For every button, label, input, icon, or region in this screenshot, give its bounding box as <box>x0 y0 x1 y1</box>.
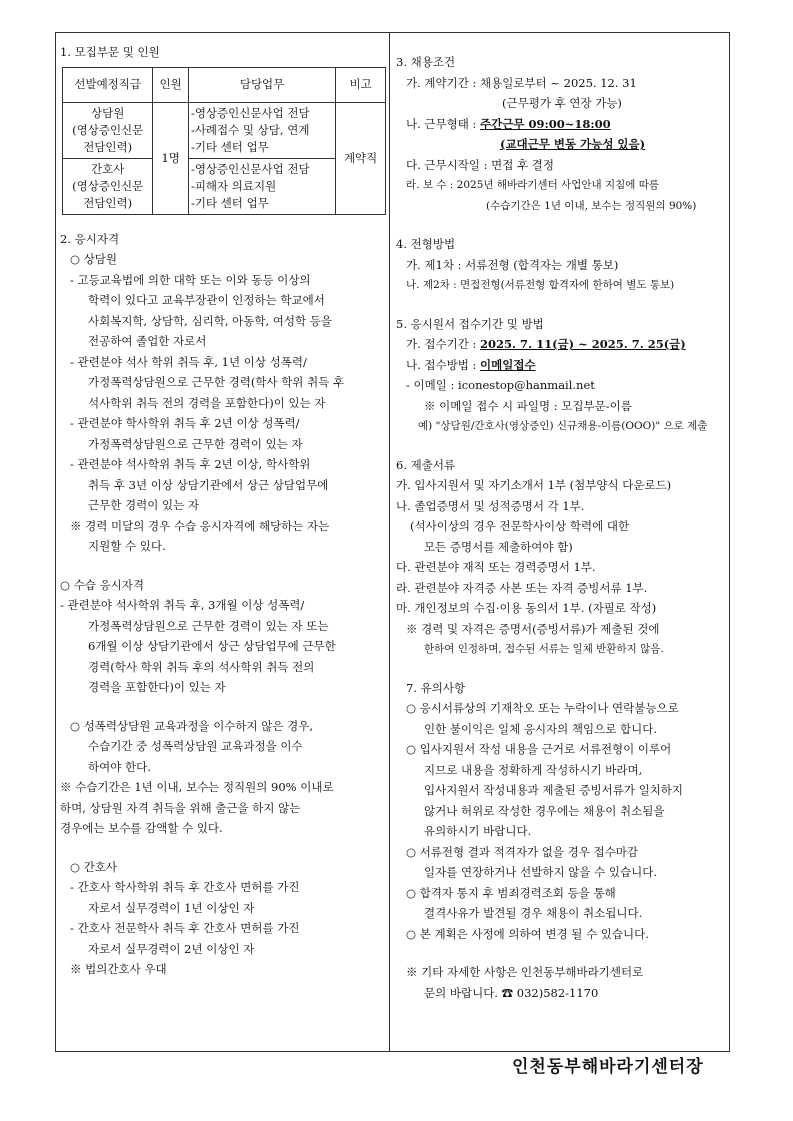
header-duties: 담당업무 <box>188 67 335 102</box>
trainee-line: - 관련분야 석사학위 취득 후, 3개월 이상 성폭력/ <box>60 598 305 612</box>
qualification-line: 가정폭력상담원으로 근무한 경력이 있는 자 <box>88 436 303 451</box>
caution-line: 유의하시기 바랍니다. <box>424 824 532 838</box>
section1-title: 1. 모집부문 및 인원 <box>60 45 160 59</box>
header-count: 인원 <box>153 67 189 102</box>
section6-title: 6. 제출서류 <box>396 457 456 472</box>
pay-note: (수습기간은 1년 이내, 보수는 정직원의 90%) <box>486 199 697 212</box>
section5-title: 5. 응시원서 접수기간 및 방법 <box>396 316 544 331</box>
caution-line: ○ 입사지원서 작성 내용을 근거로 서류전형이 이루어 <box>406 742 672 756</box>
training-line: 하여야 한다. <box>88 759 151 774</box>
table-header-row <box>63 67 386 102</box>
qualification-note: ※ 경력 미달의 경우 수습 응시자격에 해당하는 자는 <box>70 518 330 533</box>
trainee-heading: ○ 수습 응시자격 <box>60 577 144 592</box>
training-note: ※ 수습기간은 1년 이내, 보수는 정직원의 90% 이내로 <box>60 780 334 794</box>
qualification-line: - 고등교육법에 의한 대학 또는 이와 동등 이상의 <box>70 272 311 287</box>
right-column <box>396 52 726 1003</box>
position-name: 간호사 <box>91 161 125 176</box>
document-note: ※ 경력 및 자격은 증명서(증빙서류)가 제출된 것에 <box>406 621 660 636</box>
position-cell <box>63 102 153 158</box>
application-period-value: 2025. 7. 11(금) ~ 2025. 7. 25(금) <box>480 337 686 351</box>
filename-rule: ※ 이메일 접수 시 파일명 : 모집부문-이름 <box>424 398 632 413</box>
document-item: 가. 입사지원서 및 자기소개서 1부 (첨부양식 다운로드) <box>396 478 672 492</box>
caution-line: ○ 응시서류상의 기재착오 또는 누락이나 연락불능으로 <box>406 701 679 715</box>
document-note: 한하여 인정하며, 접수된 서류는 일체 반환하지 않음. <box>424 643 664 655</box>
trainee-line: 6개월 이상 상담기관에서 상근 상담업무에 근무한 <box>88 639 336 653</box>
trainee-line: 가정폭력상담원으로 근무한 경력이 있는 자 또는 <box>88 618 329 633</box>
duties-cell <box>188 158 335 214</box>
document-item-note: 모든 증명서를 제출하여야 함) <box>424 539 573 554</box>
caution-line: 지므로 내용을 정확하게 작성하시기 바라며, <box>424 762 643 777</box>
contract-period-note: (근무평가 후 연장 가능) <box>502 96 622 110</box>
duties-cell <box>188 102 335 158</box>
application-method-value: 이메일접수 <box>480 357 536 372</box>
position-detail: 전담인력) <box>83 139 133 154</box>
caution-line: ○ 본 계획은 사정에 의하여 변경 될 수 있습니다. <box>406 926 649 941</box>
header-position: 선발예정직급 <box>63 67 153 102</box>
recruitment-table <box>62 67 386 215</box>
document-item: 나. 졸업증명서 및 성적증명서 각 1부. <box>396 498 585 513</box>
qualification-line: 사회복지학, 상담학, 심리학, 아동학, 여성학 등을 <box>88 313 332 328</box>
nurse-line: 자로서 실무경력이 2년 이상인 자 <box>88 941 255 956</box>
caution-line: 입사지원서 작성내용과 제출된 증빙서류가 일치하지 <box>424 783 684 797</box>
qualification-line: 취득 후 3년 이상 상담기관에서 상근 상담업무에 <box>88 477 329 492</box>
column-divider <box>389 32 390 1052</box>
position-detail: (영상증인신문 <box>72 122 144 137</box>
section7-title: 7. 유의사항 <box>406 680 466 695</box>
pay: 라. 보 수 : 2025년 해바라기센터 사업안내 지침에 따름 <box>406 179 660 191</box>
email-address: - 이메일 : iconestop@hanmail.net <box>406 378 595 392</box>
training-note: 하며, 상담원 자격 취득을 위해 출근을 하지 않는 <box>60 800 301 815</box>
training-line: 수습기간 중 성폭력상담원 교육과정을 이수 <box>88 739 303 753</box>
position-detail: 전담인력) <box>83 195 133 210</box>
caution-line: ○ 합격자 통지 후 범죄경력조회 등을 통해 <box>406 885 616 900</box>
position-detail: (영상증인신문 <box>72 178 144 193</box>
nurse-line: 자로서 실무경력이 1년 이상인 자 <box>88 900 255 915</box>
caution-line: 결격사유가 발견될 경우 채용이 취소됩니다. <box>424 906 643 920</box>
duty-item: -영상증인신문사업 전담 <box>190 105 310 120</box>
trainee-line: 경력(학사 학위 취득 후의 석사학위 취득 전의 <box>88 659 315 674</box>
qualification-note: 지원할 수 있다. <box>88 539 166 553</box>
second-stage: 나. 제2차 : 면접전형(서류전형 합격자에 한하여 별도 통보) <box>406 279 675 291</box>
application-period-label: 가. 접수기간 : <box>406 337 481 351</box>
first-stage: 가. 제1차 : 서류전형 (합격자는 개별 통보) <box>406 257 619 272</box>
document-item-note: (석사이상의 경우 전문학사이상 학력에 대한 <box>410 519 630 533</box>
header-note: 비고 <box>336 67 386 102</box>
table-row <box>63 102 386 158</box>
signature: 인천동부해바라기센터장 <box>512 1057 704 1077</box>
duty-item: -사례접수 및 상담, 연계 <box>190 122 310 137</box>
position-cell <box>63 158 153 214</box>
qualification-line: 전공하여 졸업한 자로서 <box>88 334 207 348</box>
qualification-line: 학력이 있다고 교육부장관이 인정하는 학교에서 <box>88 293 325 307</box>
contract-period: 가. 계약기간 : 채용일로부터 ~ 2025. 12. 31 <box>406 75 637 90</box>
application-period <box>396 334 726 355</box>
count-cell: 1명 <box>153 102 189 214</box>
start-date: 다. 근무시작일 : 면접 후 결정 <box>406 157 555 172</box>
training-line: ○ 성폭력상담원 교육과정을 이수하지 않은 경우, <box>70 718 314 733</box>
note-cell: 계약직 <box>336 102 386 214</box>
trainee-line: 경력을 포함한다)이 있는 자 <box>88 680 226 694</box>
work-type-label: 나. 근무형태 : <box>406 116 481 131</box>
work-type-note: (교대근무 변동 가능성 있음) <box>500 137 646 151</box>
qualification-line: 근무한 경력이 있는 자 <box>88 498 199 512</box>
nurse-heading: ○ 간호사 <box>70 859 118 874</box>
qualification-line: - 관련분야 학사학위 취득 후 2년 이상 성폭력/ <box>70 416 300 430</box>
caution-line: 인한 불이익은 일체 응시자의 책임으로 합니다. <box>424 721 658 736</box>
document-item: 라. 관련분야 자격증 사본 또는 자격 증빙서류 1부. <box>396 580 648 595</box>
nurse-note: ※ 법의간호사 우대 <box>70 962 167 976</box>
qualification-line: 석사학위 취득 전의 경력을 포함한다)이 있는 자 <box>88 395 326 410</box>
caution-line: 일자를 연장하거나 선발하지 않을 수 있습니다. <box>424 865 658 879</box>
application-method <box>396 355 726 376</box>
nurse-line: - 간호사 전문학사 취득 후 간호사 면허를 가진 <box>70 921 300 935</box>
document-item: 마. 개인정보의 수집·이용 동의서 1부. (자필로 작성) <box>396 601 657 615</box>
work-type <box>396 114 726 135</box>
qualification-line: - 관련분야 석사학위 취득 후 2년 이상, 학사학위 <box>70 457 311 471</box>
duty-item: -기타 센터 업무 <box>190 139 269 154</box>
training-note: 경우에는 보수를 감액할 수 있다. <box>60 821 223 835</box>
caution-line: 않거나 허위로 작성한 경우에는 채용이 취소됨을 <box>424 803 665 818</box>
counselor-heading: ○ 상담원 <box>70 252 118 266</box>
application-method-label: 나. 접수방법 : <box>406 357 481 372</box>
section3-title: 3. 채용조건 <box>396 55 456 69</box>
position-name: 상담원 <box>91 105 125 120</box>
section4-title: 4. 전형방법 <box>396 237 456 251</box>
nurse-line: - 간호사 학사학위 취득 후 간호사 면허를 가진 <box>70 880 300 894</box>
contact-note: ※ 기타 자세한 사항은 인천동부해바라기센터로 <box>406 965 644 979</box>
work-type-value: 주간근무 09:00~18:00 <box>480 116 611 131</box>
duty-item: -기타 센터 업무 <box>190 195 269 210</box>
caution-line: ○ 서류전형 결과 적격자가 없을 경우 접수마감 <box>406 844 638 859</box>
duty-item: -피해자 의료지원 <box>190 178 277 193</box>
left-column <box>60 42 385 980</box>
section2-title: 2. 응시자격 <box>60 231 120 246</box>
document-item: 다. 관련분야 재직 또는 경력증명서 1부. <box>396 560 596 574</box>
contact-phone: 문의 바랍니다. ☎ 032)582-1170 <box>424 985 599 1000</box>
duty-item: -영상증인신문사업 전담 <box>190 161 310 176</box>
filename-example: 예) "상담원/간호사(영상증인) 신규채용-이름(OOO)" 으로 제출 <box>418 420 708 432</box>
qualification-line: - 관련분야 석사 학위 취득 후, 1년 이상 성폭력/ <box>70 354 307 369</box>
qualification-line: 가정폭력상담원으로 근무한 경력(학사 학위 취득 후 <box>88 375 345 389</box>
